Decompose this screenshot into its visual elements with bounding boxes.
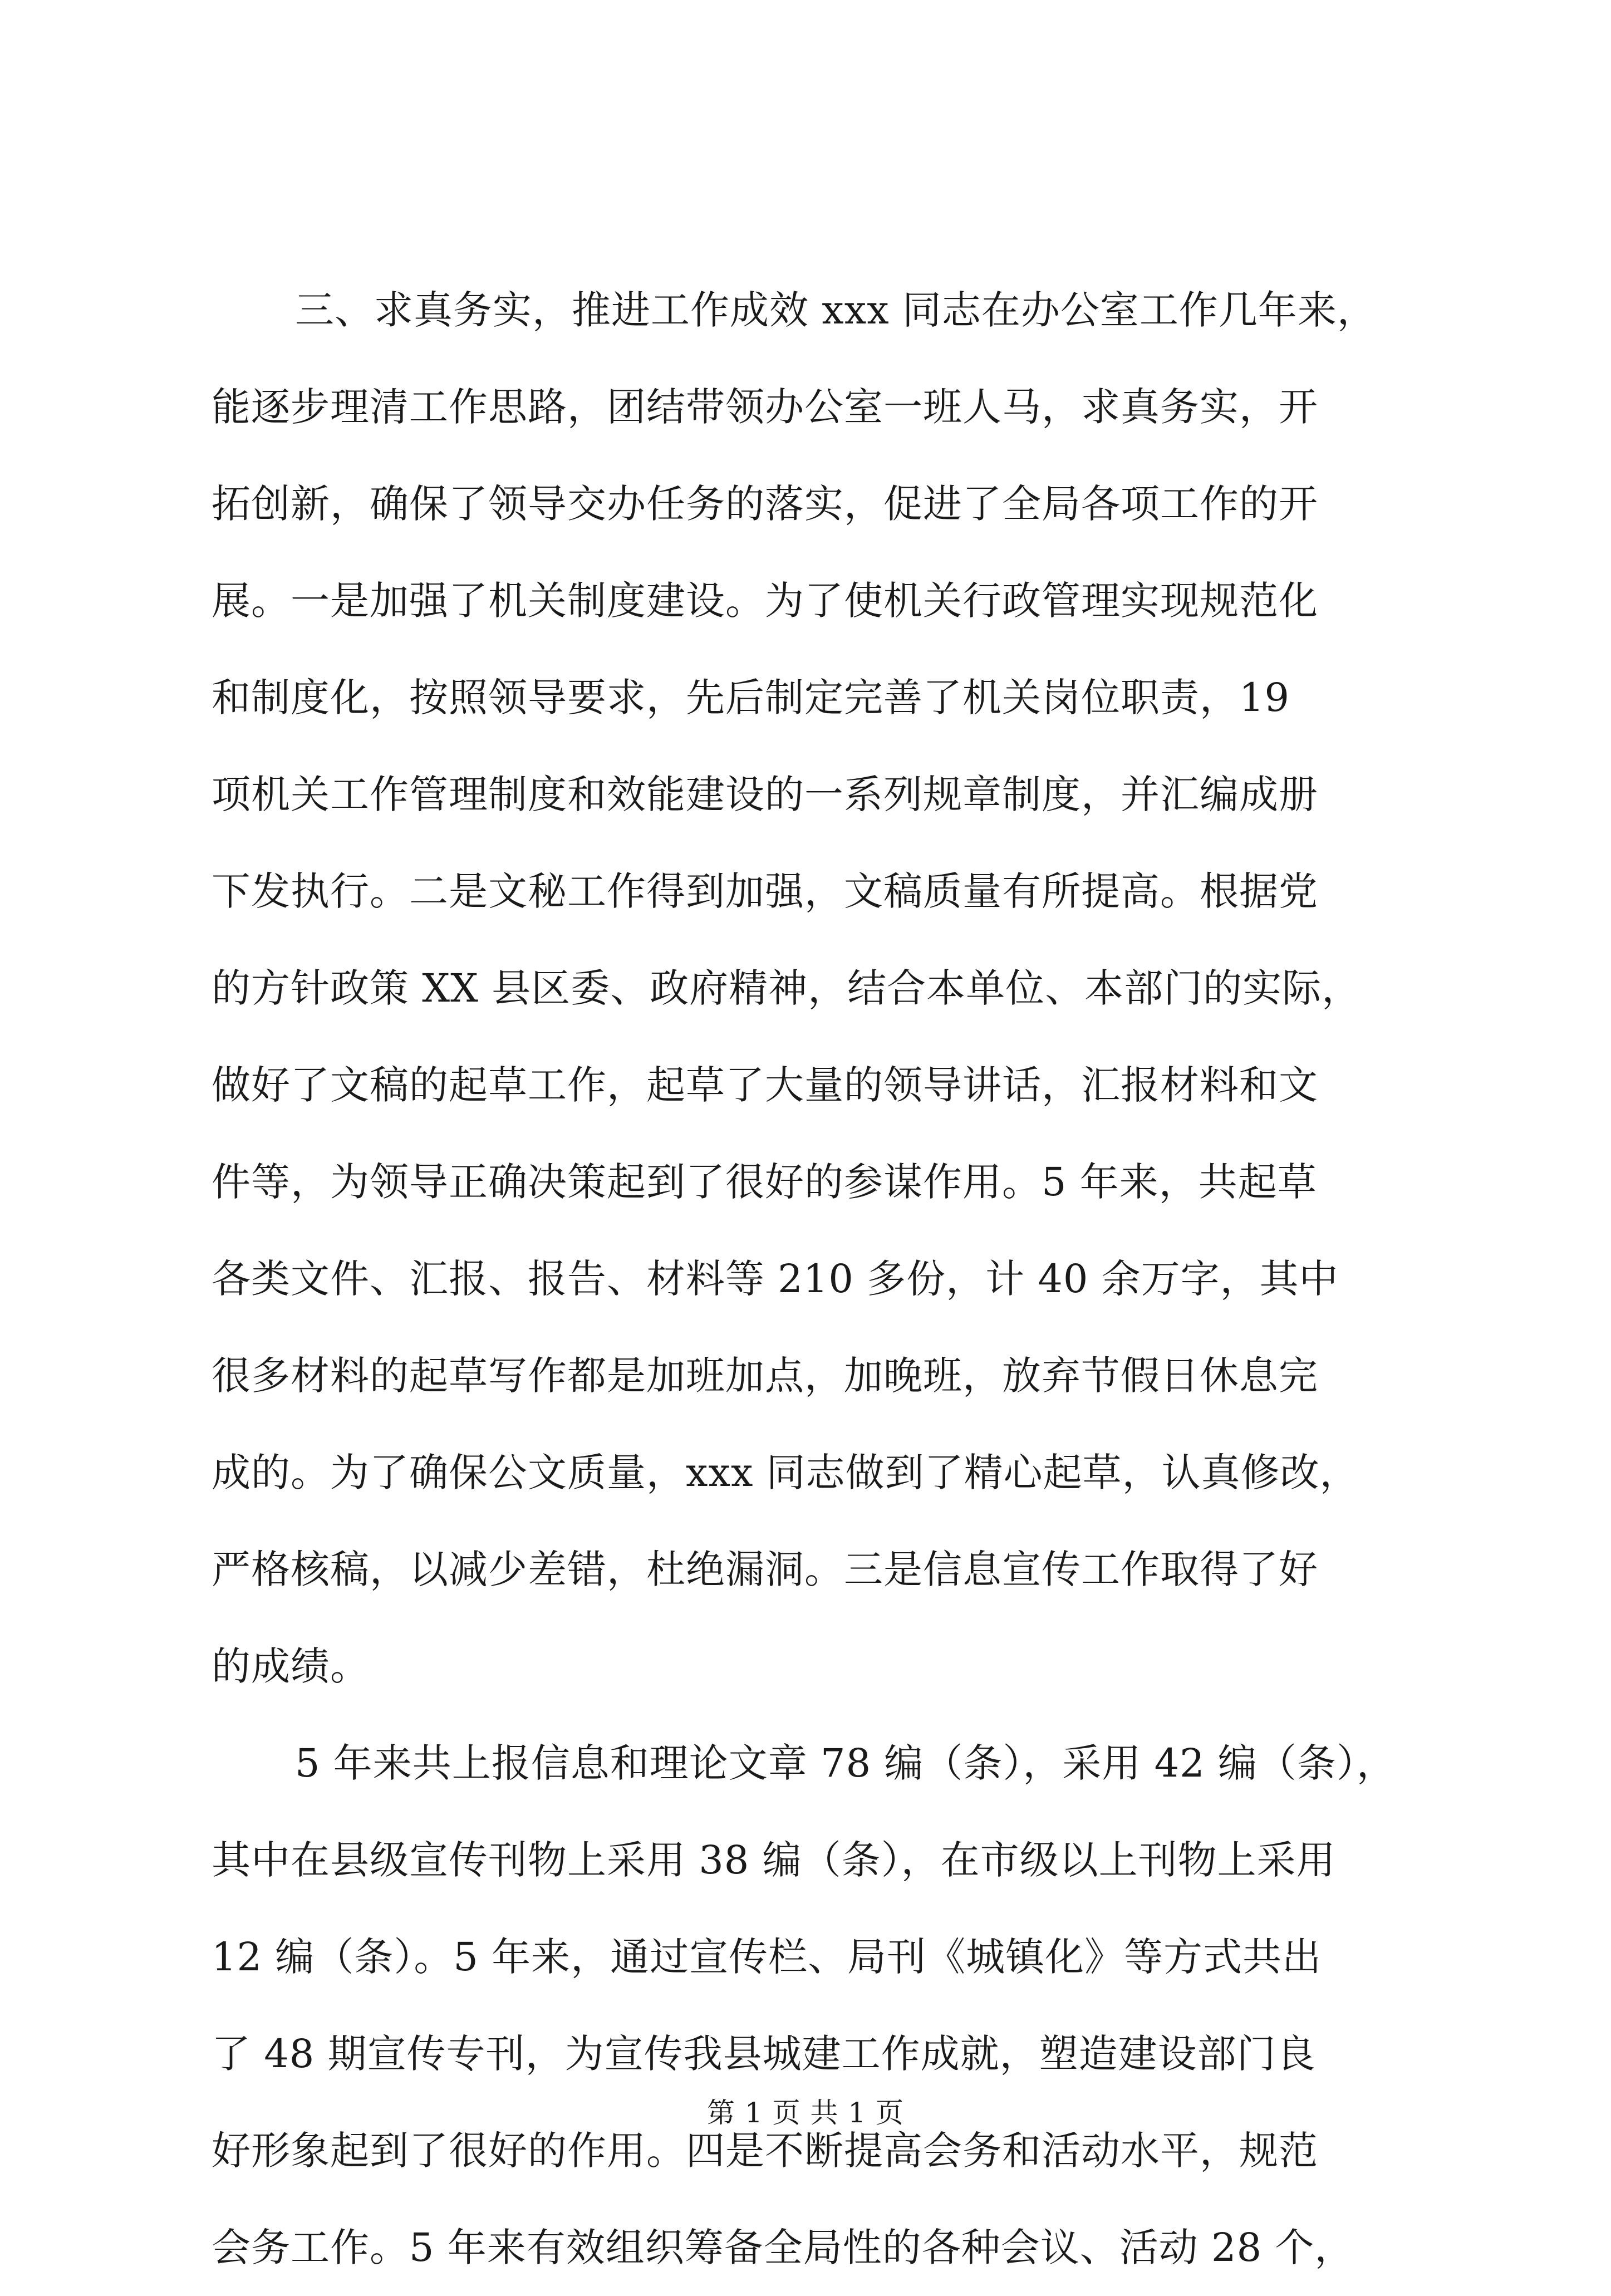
- paragraph-line: 项机关工作管理制度和效能建设的一系列规章制度，并汇编成册: [212, 772, 1318, 817]
- paragraph-line: 5 年来共上报信息和理论文章 78 编（条），采用 42 编（条），: [295, 1740, 1396, 1786]
- paragraph-line: 好形象起到了很好的作用。四是不断提高会务和活动水平，规范: [212, 2128, 1318, 2174]
- paragraph-line: 了 48 期宣传专刊，为宣传我县城建工作成就，塑造建设部门良: [212, 2031, 1316, 2077]
- paragraph-line: 12 编（条）。5 年来，通过宣传栏、局刊《城镇化》等方式共出: [212, 1934, 1322, 1980]
- paragraph-line: 件等，为领导正确决策起到了很好的参谋作用。5 年来，共起草: [212, 1159, 1317, 1205]
- paragraph-line: 严格核稿，以减少差错，杜绝漏洞。三是信息宣传工作取得了好: [212, 1547, 1318, 1592]
- paragraph-line: 能逐步理清工作思路，团结带领办公室一班人马，求真务实，开: [212, 384, 1318, 430]
- paragraph-line: 的方针政策 XX 县区委、政府精神，结合本单位、本部门的实际，: [212, 965, 1362, 1011]
- paragraph-line: 其中在县级宣传刊物上采用 38 编（条），在市级以上刊物上采用: [212, 1837, 1336, 1883]
- paragraph-line: 三、求真务实，推进工作成效 xxx 同志在办公室工作几年来，: [295, 287, 1377, 333]
- paragraph-line: 会务工作。5 年来有效组织筹备全局性的各种会议、活动 28 个，: [212, 2225, 1354, 2270]
- paragraph-line: 展。一是加强了机关制度建设。为了使机关行政管理实现规范化: [212, 578, 1318, 624]
- paragraph-line: 拓创新，确保了领导交办任务的落实，促进了全局各项工作的开: [212, 481, 1318, 527]
- paragraph-line: 各类文件、汇报、报告、材料等 210 多份，计 40 余万字，其中: [212, 1256, 1339, 1302]
- paragraph-line: 成的。为了确保公文质量，xxx 同志做到了精心起草，认真修改，: [212, 1450, 1359, 1495]
- paragraph-line: 的成绩。: [212, 1643, 370, 1689]
- paragraph-line: 下发执行。二是文秘工作得到加强，文稿质量有所提高。根据党: [212, 869, 1318, 914]
- paragraph-line: 很多材料的起草写作都是加班加点，加晚班，放弃节假日休息完: [212, 1353, 1318, 1399]
- document-body: [212, 262, 1453, 2296]
- paragraph-line: 和制度化，按照领导要求，先后制定完善了机关岗位职责，19: [212, 675, 1290, 720]
- paragraph-line: 做好了文稿的起草工作，起草了大量的领导讲话，汇报材料和文: [212, 1062, 1318, 1108]
- page-footer: 第 1 页 共 1 页: [706, 2097, 905, 2129]
